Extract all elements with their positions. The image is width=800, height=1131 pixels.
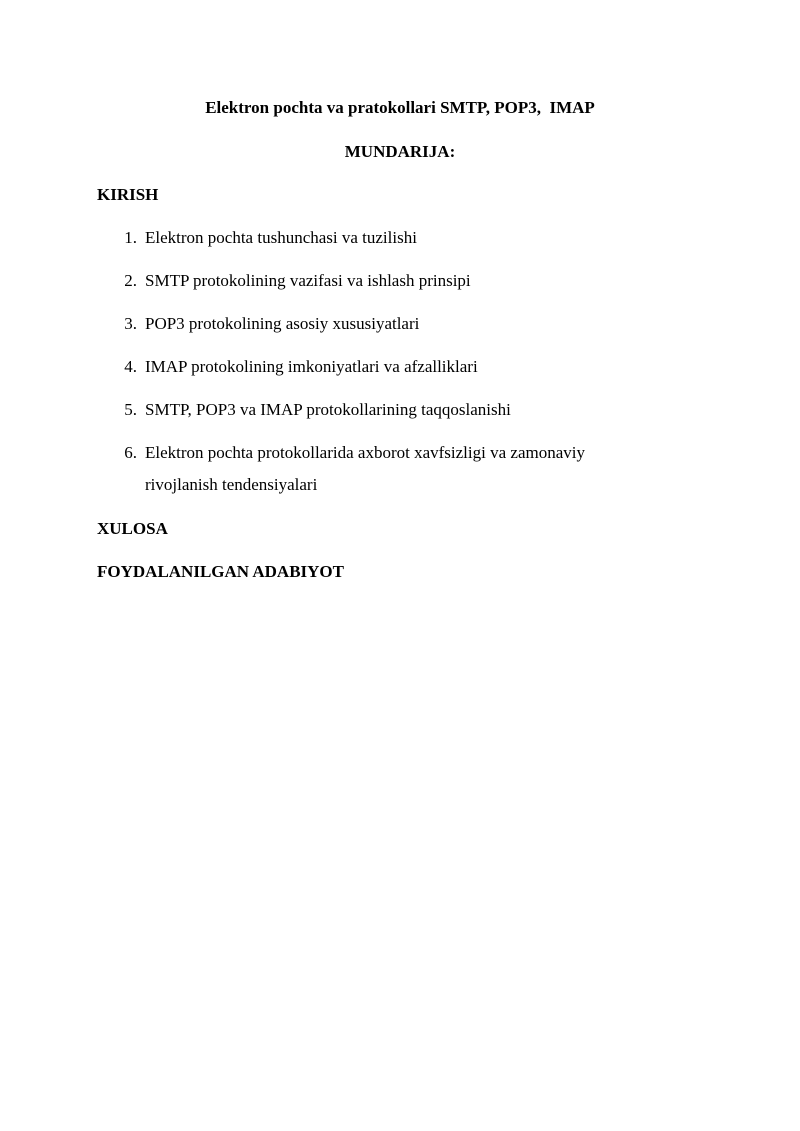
toc-item-text: Elektron pochta protokollarida axborot xavfsizligi va zamonaviy rivojlanish tendensiyalari <box>145 443 585 494</box>
toc-item-number: 5. <box>124 400 137 419</box>
intro-heading: KIRISH <box>97 185 159 204</box>
document-title: Elektron pochta va pratokollari SMTP, POP3, IMAP <box>205 98 595 117</box>
toc-item-text: SMTP, POP3 va IMAP protokollarining taqqoslanishi <box>145 400 511 419</box>
toc-item-text: Elektron pochta tushunchasi va tuzilishi <box>145 228 417 247</box>
toc-item-number: 4. <box>124 357 137 376</box>
toc-item-text: SMTP protokolining vazifasi va ishlash prinsipi <box>145 271 471 290</box>
references-heading: FOYDALANILGAN ADABIYOT <box>97 562 344 581</box>
toc-item-number: 6. <box>124 443 137 462</box>
toc-item-number: 3. <box>124 314 137 333</box>
toc-item-text: POP3 protokolining asosiy xususiyatlari <box>145 314 420 333</box>
toc-item-text: IMAP protokolining imkoniyatlari va afzalliklari <box>145 357 478 376</box>
toc-item-number: 2. <box>124 271 137 290</box>
conclusion-heading: XULOSA <box>97 519 168 538</box>
toc-heading: MUNDARIJA: <box>344 142 456 161</box>
toc-item-number: 1. <box>124 228 137 247</box>
